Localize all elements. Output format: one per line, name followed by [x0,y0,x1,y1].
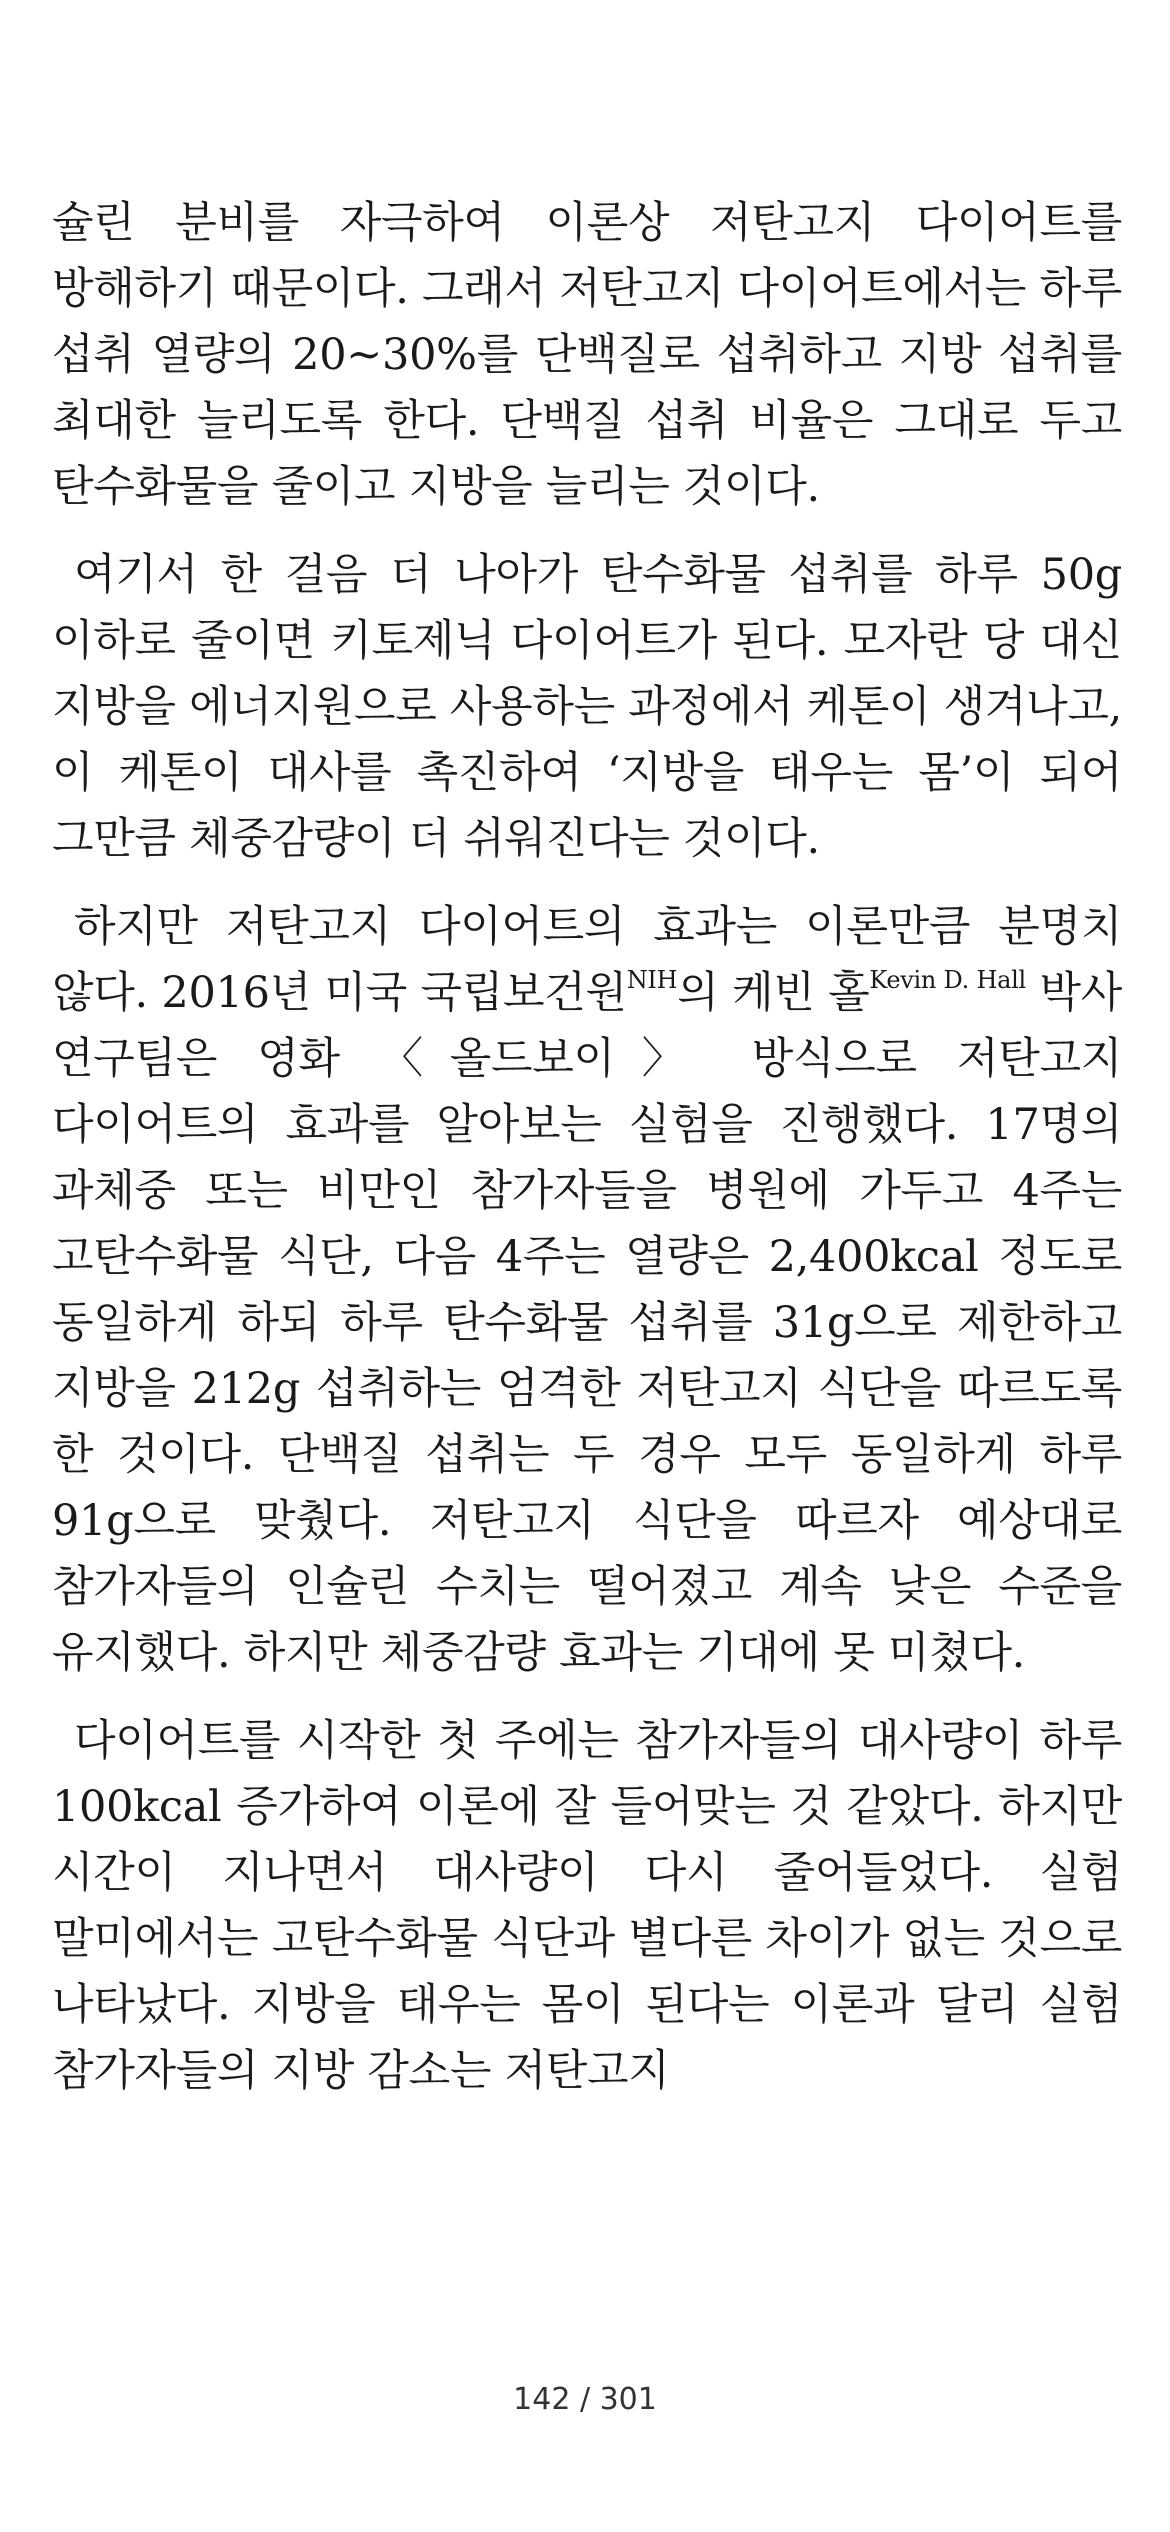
paragraph-2: 여기서 한 걸음 더 나아가 탄수화물 섭취를 하루 50g 이하로 줄이면 키토제닉 다이어트가 된다. 모자란 당 대신 지방을 에너지원으로 사용하는 과정에서 케톤이 생겨나고, 이 케톤이 대사를 촉진하여 ‘지방을 태우는 몸’이 되어 그만큼 체중감량이 더 쉬워진다는 것이다. [52,550,1122,864]
paragraph-3-part-c: 박사 연구팀은 영화 〈올드보이〉 방식으로 저탄고지 다이어트의 효과를 알아보는 실험을 진행했다. 17명의 과체중 또는 비만인 참가자들을 병원에 가두고 4주는 고탄수화물 식단, 다음 4주는 열량은 2,400kcal 정도로 동일하게 하되 하루 탄수화물 섭취를 31g으로 제한하고 지방을 212g 섭취하는 엄격한 저탄고지 식단을 따르도록 한 것이다. 단백질 섭취는 두 경우 모두 동일하게 하루 91g으로 맞췄다. 저탄고지 식단을 따르자 예상대로 참가자들의 인슐린 수치는 떨어졌고 계속 낮은 수준을 유지했다. 하지만 체중감량 효과는 기대에 못 미쳤다. [52,968,1122,1678]
paragraph-1: 슐린 분비를 자극하여 이론상 저탄고지 다이어트를 방해하기 때문이다. 그래서 저탄고지 다이어트에서는 하루 섭취 열량의 20~30%를 단백질로 섭취하고 지방 섭취를 최대한 늘리도록 한다. 단백질 섭취 비율은 그대로 두고 탄수화물을 줄이고 지방을 늘리는 것이다. [52,198,1122,512]
page-indicator: 142 / 301 [513,2382,657,2417]
paragraph-3-part-b: 의 케빈 홀 [677,968,870,1018]
reader-page [52,190,1122,2126]
footnote-nih: NIH [626,965,678,994]
paragraph-3-part-a: 하지만 저탄고지 다이어트의 효과는 이론만큼 분명치 않다. 2016년 미국 국립보건원 [52,902,1122,1018]
paragraph-4: 다이어트를 시작한 첫 주에는 참가자들의 대사량이 하루 100kcal 증가하여 이론에 잘 들어맞는 것 같았다. 하지만 시간이 지나면서 대사량이 다시 줄어들었다. 실험 말미에서는 고탄수화물 식단과 별다른 차이가 없는 것으로 나타났다. 지방을 태우는 몸이 된다는 이론과 달리 실험 참가자들의 지방 감소는 저탄고지 [52,1716,1122,2096]
footnote-kevin-hall: Kevin D. Hall [869,965,1026,994]
paragraph-3 [52,894,1122,1686]
